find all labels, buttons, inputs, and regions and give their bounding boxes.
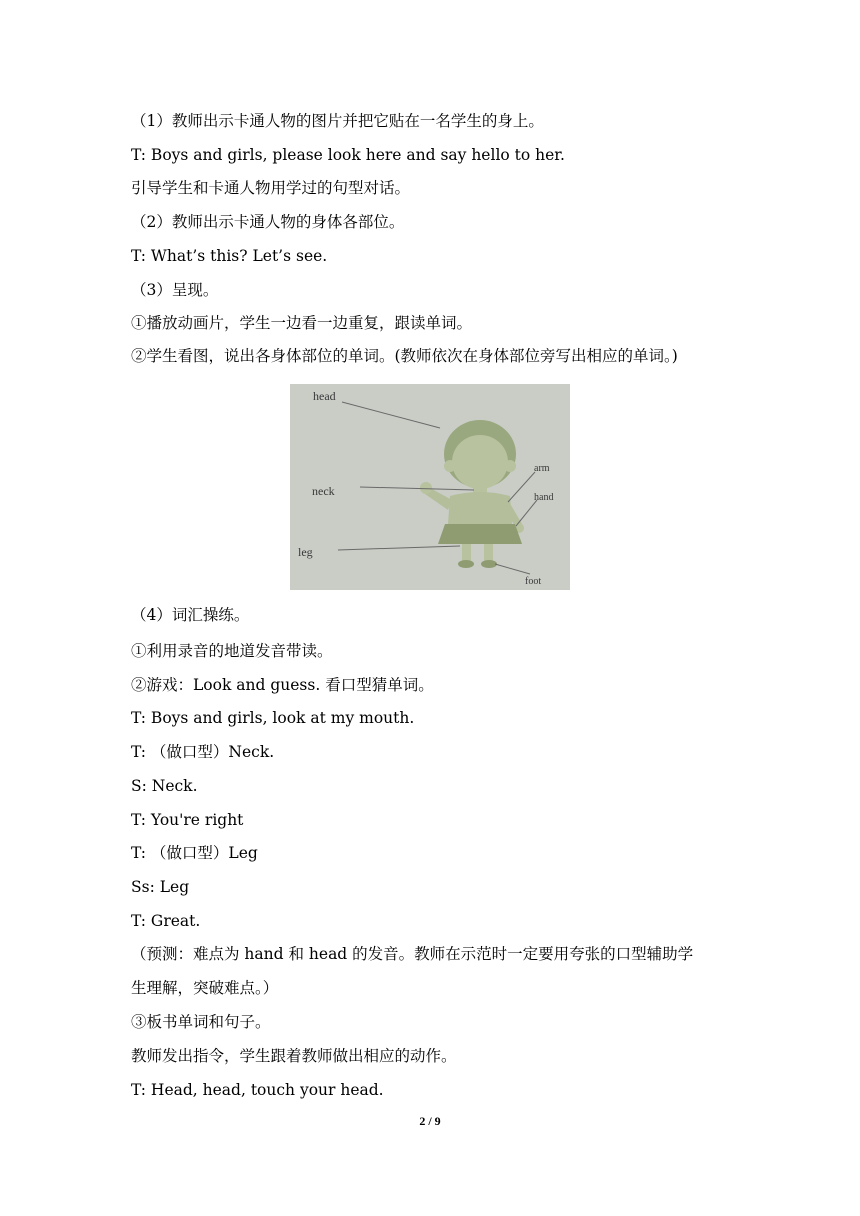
- text-line: ③板书单词和句子。: [131, 1013, 271, 1031]
- body-parts-figure: [290, 384, 570, 590]
- text-line: 生理解，突破难点。）: [131, 979, 279, 997]
- label-arm: arm: [534, 463, 550, 474]
- body-parts-illustration: [290, 384, 570, 590]
- text-line: S: Neck.: [131, 777, 198, 795]
- text-line: （预测：难点为 hand 和 head 的发音。教师在示范时一定要用夸张的口型辅助学: [131, 945, 694, 963]
- text-line: （1）教师出示卡通人物的图片并把它贴在一名学生的身上。: [131, 112, 544, 130]
- label-neck: neck: [312, 484, 335, 498]
- text-line: ①播放动画片，学生一边看一边重复，跟读单词。: [131, 314, 473, 332]
- text-line: T: Boys and girls, look at my mouth.: [131, 709, 415, 727]
- text-line: T: （做口型）Neck.: [131, 743, 275, 761]
- text-line: T: （做口型）Leg: [131, 844, 258, 862]
- text-line: 引导学生和卡通人物用学过的句型对话。: [131, 179, 411, 197]
- text-line: Ss: Leg: [131, 878, 190, 896]
- text-line: 教师发出指令，学生跟着教师做出相应的动作。: [131, 1047, 457, 1065]
- page-number: 2 / 9: [419, 1114, 441, 1128]
- text-line: （2）教师出示卡通人物的身体各部位。: [131, 213, 405, 231]
- label-hand: hand: [534, 492, 554, 503]
- text-line: T: Great.: [131, 912, 201, 930]
- label-leg: leg: [298, 545, 313, 559]
- text-line: T: What’s this? Let’s see.: [131, 247, 328, 265]
- text-line: （3）呈现。: [131, 281, 219, 299]
- text-line: ②学生看图，说出各身体部位的单词。(教师依次在身体部位旁写出相应的单词。): [131, 347, 678, 365]
- label-foot: foot: [525, 576, 542, 587]
- text-line: （4）词汇操练。: [131, 606, 250, 624]
- text-line: T: Head, head, touch your head.: [131, 1081, 384, 1099]
- label-head: head: [313, 389, 336, 403]
- text-line: T: Boys and girls, please look here and say hello to her.: [131, 146, 565, 164]
- cartoon-girl: [420, 420, 524, 568]
- pointer-lines: [338, 402, 537, 574]
- text-line: ①利用录音的地道发音带读。: [131, 642, 333, 660]
- text-line: T: You're right: [131, 811, 244, 829]
- text-line: ②游戏：Look and guess. 看口型猜单词。: [131, 676, 434, 694]
